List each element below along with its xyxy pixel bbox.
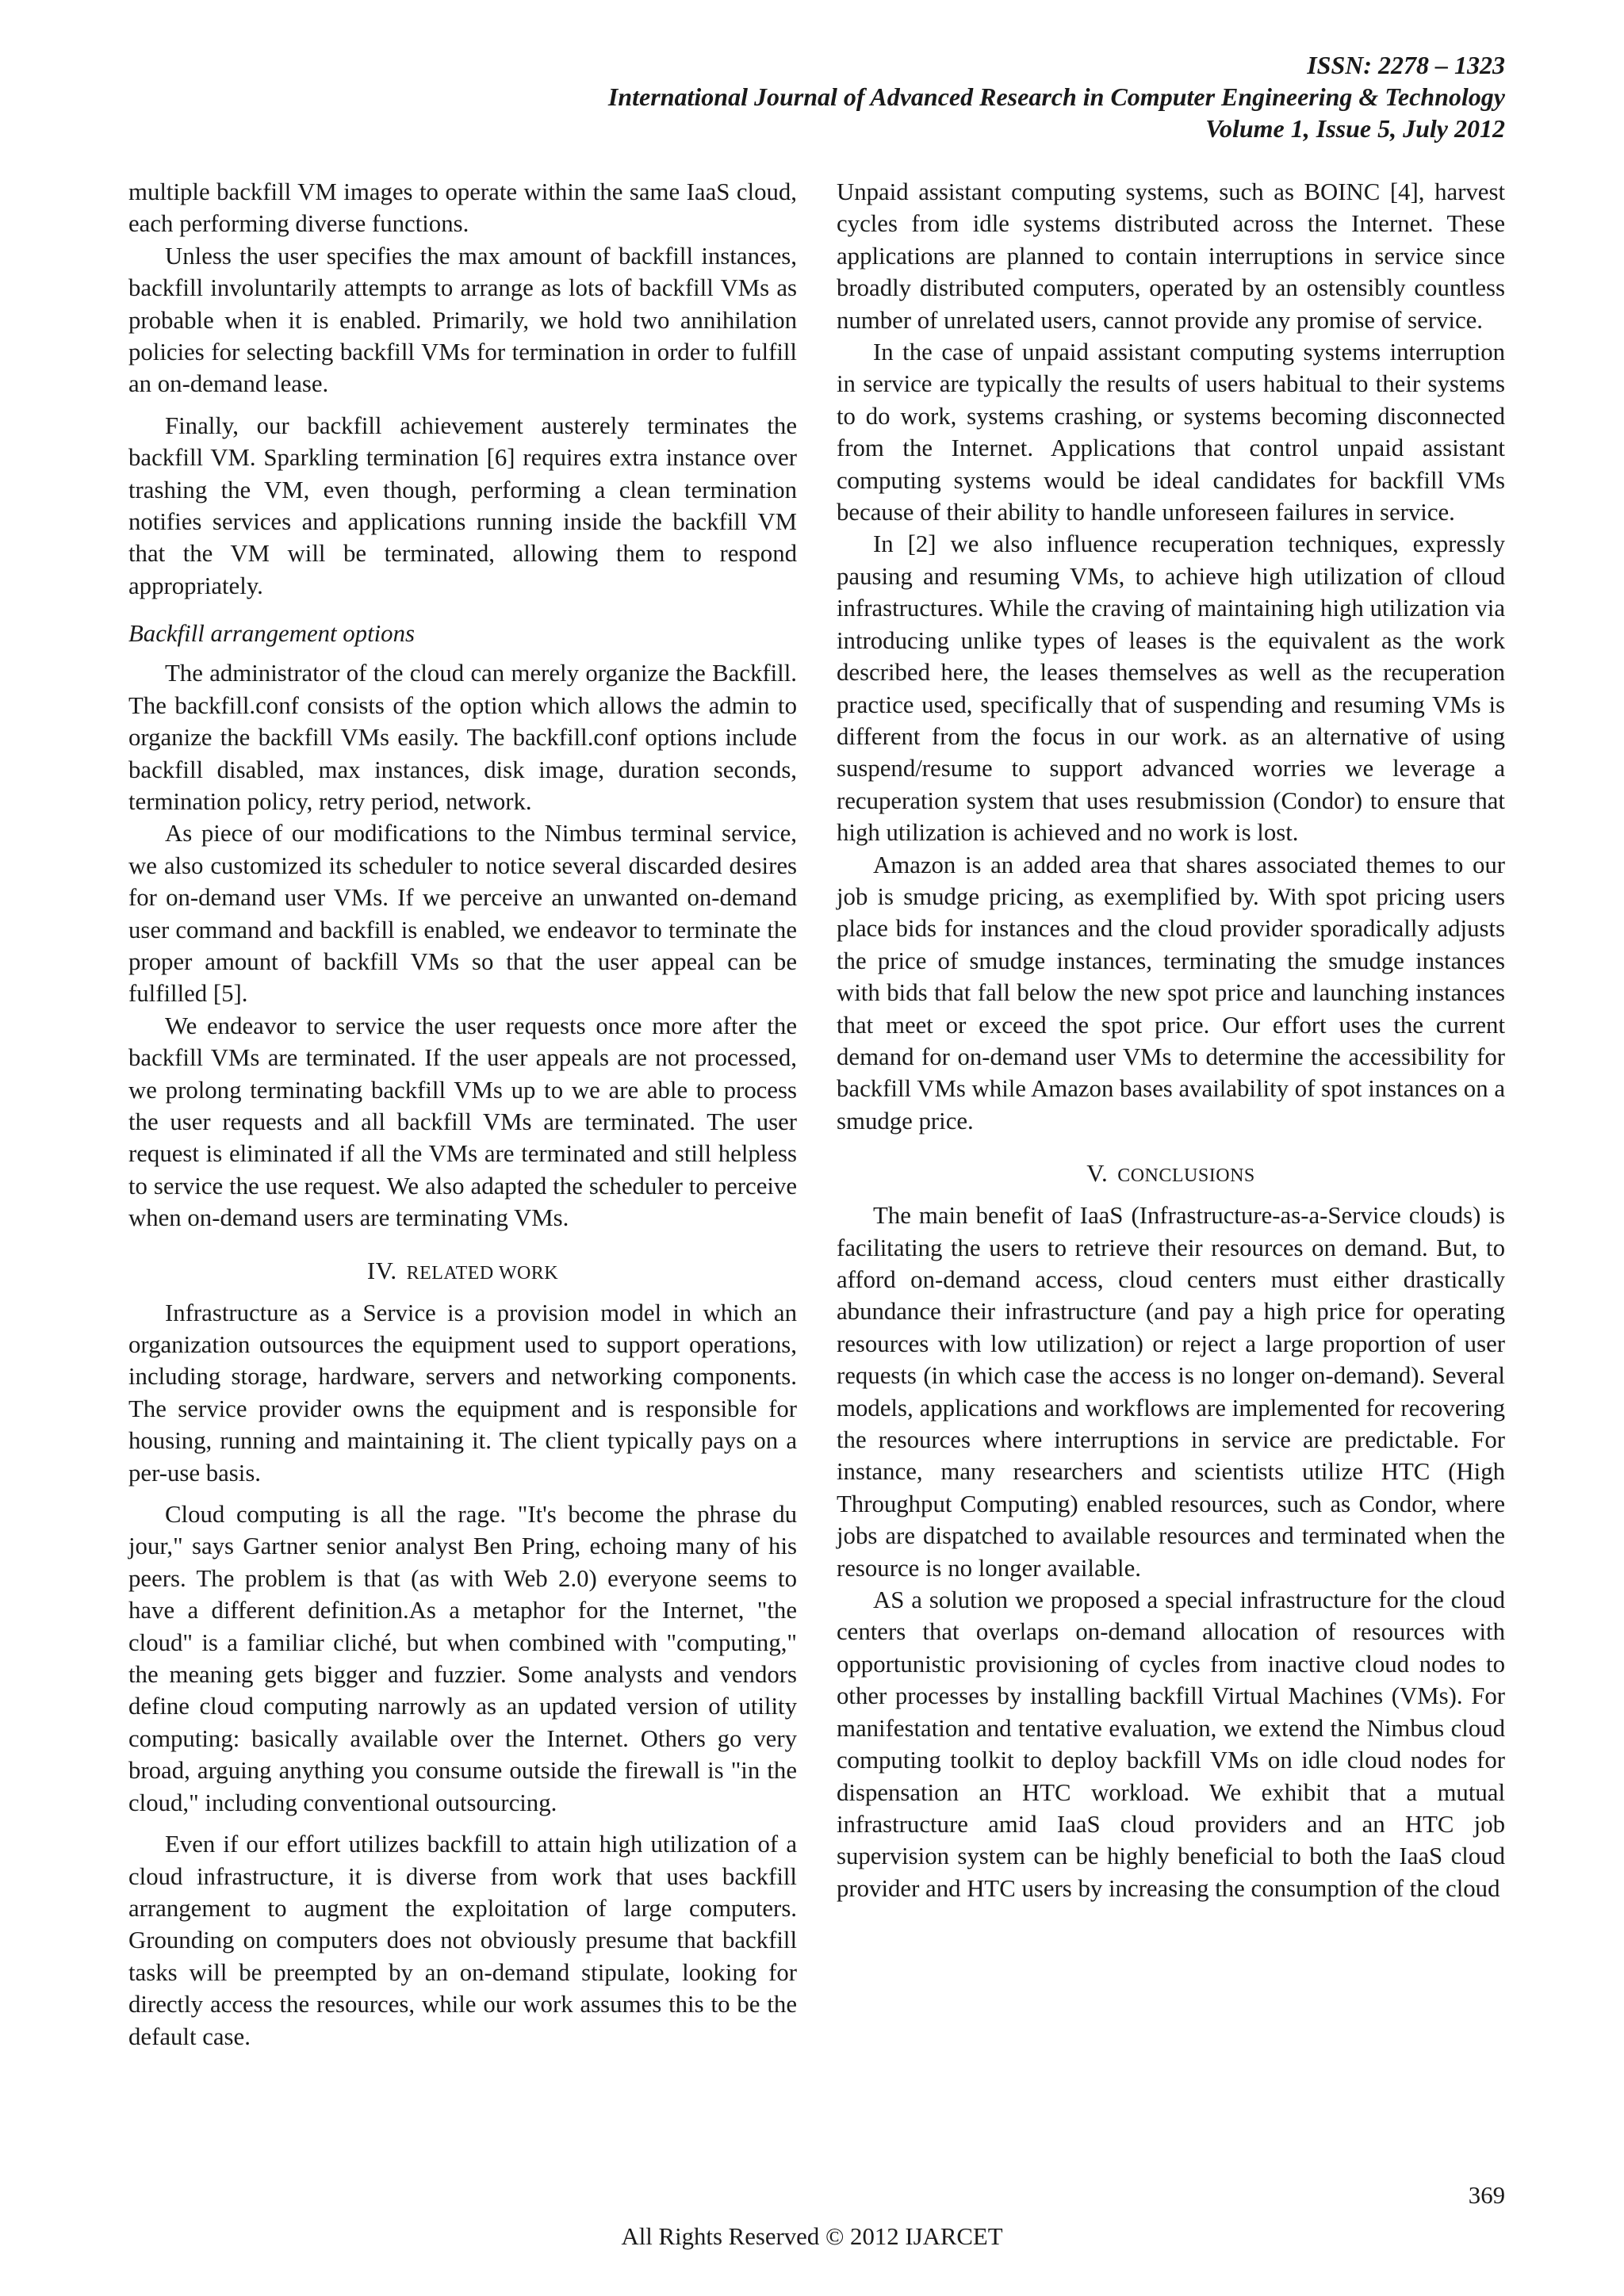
section-number: V. xyxy=(1086,1160,1109,1188)
right-column xyxy=(837,176,1505,1904)
section-number: IV. xyxy=(366,1257,397,1284)
paragraph: The main benefit of IaaS (Infrastructure-as-a-Service clouds) is facilitating the users to retrieve their resources on demand. But, to afford on-demand access, cloud centers must either drastically abundance their infrastructure (and pay a high price for operating resources with low utilization) or reject a large proportion of user requests (in which case the access is no longer on-demand). Several models, applications and workflows are implemented for recovering the resources where interruptions in service are predictable. For instance, many researchers and scientists utilize HTC (High Throughput Computing) enabled resources, such as Condor, where jobs are dispatched to available resources and terminated when the resource is no longer available. xyxy=(837,1202,1505,1582)
paragraph: Even if our effort utilizes backfill to attain high utilization of a cloud infrastructure, it is diverse from work that uses backfill arrangement to augment the exploitation of large computers. Grounding on computers does not obviously presume that backfill tasks will be preempted by an on-demand stipulate, looking for directly access the resources, while our work assumes this to be the default case. xyxy=(128,1831,797,2050)
section-heading-related-work xyxy=(128,1255,797,1289)
issn: ISSN: 2278 – 1323 xyxy=(1307,51,1505,79)
paragraph: multiple backfill VM images to operate within the same IaaS cloud, each performing diverse functions. xyxy=(128,178,797,238)
paragraph: As piece of our modifications to the Nimbus terminal service, we also customized its scheduler to notice several discarded desires for on-demand user VMs. If we perceive an unwanted on-demand user command and backfill is enabled, we endeavor to terminate the proper amount of backfill VMs so that the user appeal can be fulfilled [5]. xyxy=(128,820,797,1008)
paragraph: Unpaid assistant computing systems, such as BOINC [4], harvest cycles from idle systems distributed across the Internet. These applications are planned to contain interruptions in service since broadly distributed computers, operated by an ostensibly countless number of unrelated users, cannot provide any promise of service. xyxy=(837,178,1505,334)
paragraph: We endeavor to service the user requests once more after the backfill VMs are terminated. If the user appeals are not processed, we prolong terminating backfill VMs up to we are able to process the user requests and all backfill VMs are terminated. The user request is eliminated if all the VMs are terminated and still helpless to service the use request. We also adapted the scheduler to perceive when on-demand users are terminating VMs. xyxy=(128,1012,797,1232)
left-column xyxy=(128,176,797,2053)
paragraph: Finally, our backfill achievement austerely terminates the backfill VM. Sparkling termination [6] requires extra instance over trashing the VM, even though, performing a clean termination notifies services and applications running inside the backfill VM that the VM will be terminated, allowing them to respond appropriately. xyxy=(128,411,797,599)
journal-header xyxy=(608,49,1505,144)
paragraph: Amazon is an added area that shares associated themes to our job is smudge pricing, as exemplified by. With spot pricing users place bids for instances and the cloud provider sporadically adjusts the price of smudge instances, terminating the smudge instances with bids that fall below the new spot price and launching instances that meet or exceed the spot price. Our effort uses the current demand for on-demand user VMs to determine the accessibility for backfill VMs while Amazon bases availability of spot instances on a smudge price. xyxy=(837,851,1505,1135)
paragraph: AS a solution we proposed a special infrastructure for the cloud centers that overlaps on-demand allocation of resources with opportunistic provisioning of cycles from inactive cloud nodes to other processes by installing backfill Virtual Machines (VMs). For manifestation and tentative evaluation, we extend the Nimbus cloud computing toolkit to deploy backfill VMs on idle cloud nodes for dispensation an HTC workload. We exhibit that a mutual infrastructure amid IaaS cloud providers and an HTC job supervision system can be highly beneficial to both the IaaS cloud provider and HTC users by increasing the consumption of the cloud xyxy=(837,1586,1505,1902)
paragraph: Infrastructure as a Service is a provision model in which an organization outsources the equipment used to support operations, including storage, hardware, servers and networking components. The service provider owns the equipment and is responsible for housing, running and maintaining it. The client typically pays on a per-use basis. xyxy=(128,1299,797,1487)
page-number: 369 xyxy=(1468,2182,1505,2209)
subsection-heading: Backfill arrangement options xyxy=(128,620,415,648)
section-title: CONCLUSIONS xyxy=(1117,1165,1255,1187)
copyright-footer: All Rights Reserved © 2012 IJARCET xyxy=(621,2223,1003,2250)
paragraph: Cloud computing is all the rage. "It's become the phrase du jour," says Gartner senior analyst Ben Pring, echoing many of his peers. The problem is that (as with Web 2.0) everyone seems to have a different definition.As a metaphor for the Internet, "the cloud" is a familiar cliché, but when combined with "computing," the meaning gets bigger and fuzzier. Some analysts and vendors define cloud computing narrowly as an updated version of utility computing: basically available over the Internet. Others go very broad, arguing anything you consume outside the firewall is "in the cloud," including conventional outsourcing. xyxy=(128,1501,797,1816)
paragraph: Unless the user specifies the max amount of backfill instances, backfill involuntarily attempts to arrange as lots of backfill VMs as probable when it is enabled. Primarily, we hold two annihilation policies for selecting backfill VMs for termination in order to fulfill an on-demand lease. xyxy=(128,242,797,398)
paragraph: The administrator of the cloud can merely organize the Backfill. The backfill.conf consists of the option which allows the admin to organize the backfill VMs easily. The backfill.conf options include backfill disabled, max instances, disk image, duration seconds, termination policy, retry period, network. xyxy=(128,660,797,815)
paragraph: In the case of unpaid assistant computing systems interruption in service are typically the results of users habitual to their systems to do work, systems crashing, or systems becoming disconnected from the Internet. Applications that control unpaid assistant computing systems would be ideal candidates for backfill VMs because of their ability to handle unforeseen failures in service. xyxy=(837,339,1505,526)
journal-title: International Journal of Advanced Research in Computer Engineering & Technology xyxy=(607,82,1505,111)
volume-issue: Volume 1, Issue 5, July 2012 xyxy=(1205,114,1505,143)
paragraph: In [2] we also influence recuperation techniques, expressly pausing and resuming VMs, to achieve high utilization of clloud infrastructures. While the craving of maintaining high utilization via introducing unlike types of leases is the equivalent as the work described here, the leases themselves as well as the recuperation practice used, specifically that of suspending and resuming VMs is different from the focus in our work. as an alternative of using suspend/resume to support advanced worries we leverage a recuperation system that uses resubmission (Condor) to ensure that high utilization is achieved and no work is lost. xyxy=(837,530,1505,847)
section-heading-conclusions xyxy=(837,1158,1505,1192)
section-title: RELATED WORK xyxy=(406,1262,559,1284)
